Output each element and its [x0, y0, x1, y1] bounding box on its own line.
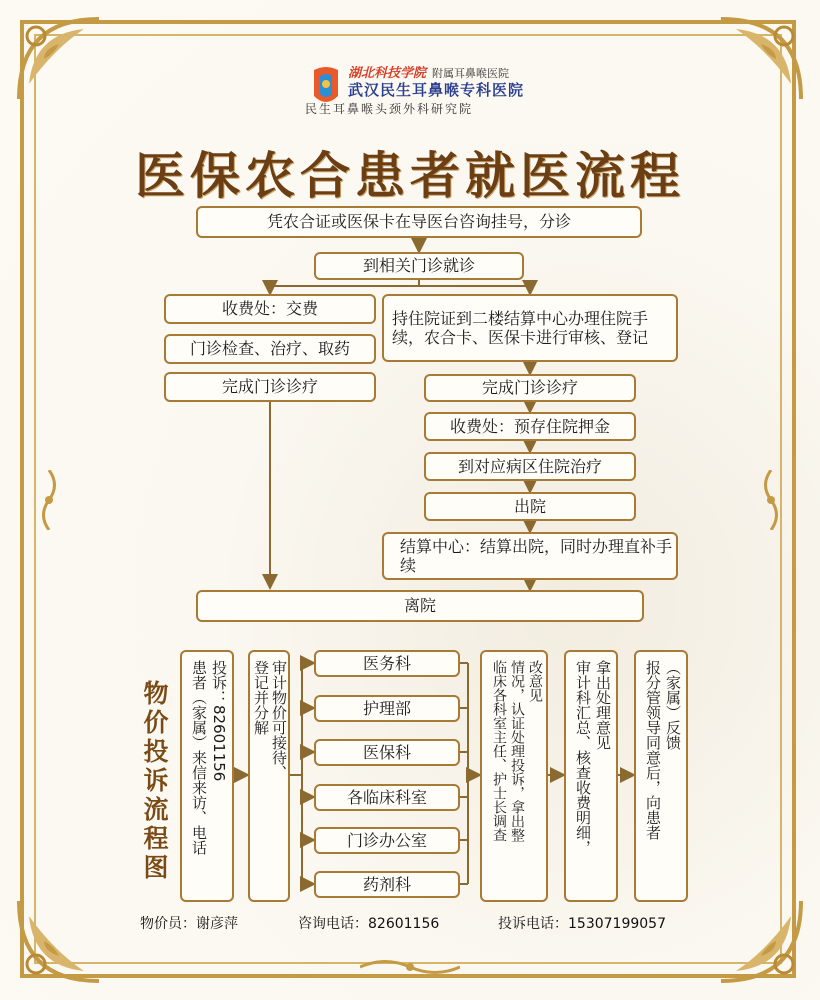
flow-step-pay-fees: 收费处：交费	[164, 294, 376, 324]
audit-summary-text-1: 拿出处理意见	[594, 660, 612, 750]
investigation-text-2: 情况，认证处理投诉，拿出整	[509, 660, 525, 842]
price-officer: 物价员：谢彦萍	[140, 916, 238, 932]
department-item: 医保科	[314, 739, 460, 766]
affiliate-text: 附属耳鼻喉医院	[432, 67, 510, 80]
audit-intake-text-1: 审计物价可接待、	[270, 660, 288, 780]
complaint-phone-text: 投诉：82601156	[210, 660, 228, 782]
investigation-box	[480, 650, 548, 902]
flow-step-leave: 离院	[196, 590, 644, 622]
flow-step-outpatient: 到相关门诊就诊	[314, 252, 524, 280]
flow-step-register: 凭农合证或医保卡在导医台咨询挂号，分诊	[196, 206, 642, 238]
department-item: 门诊办公室	[314, 827, 460, 854]
audit-intake-text-2: 登记并分解	[252, 660, 270, 735]
hospital-name: 武汉民生耳鼻喉专科医院	[348, 81, 525, 99]
feedback-box	[634, 650, 688, 902]
feedback-text-2: 报分管领导同意后，向患者	[644, 660, 662, 840]
department-item: 药剂科	[314, 871, 460, 898]
flow-step-outpatient-done: 完成门诊诊疗	[164, 372, 376, 402]
page-title: 医保农合患者就医流程	[135, 147, 685, 205]
feedback-text-1: （家属）反馈	[664, 660, 682, 750]
flow-step-ward: 到对应病区住院治疗	[424, 452, 636, 481]
audit-intake-box	[248, 650, 290, 902]
flow-step-admission: 持住院证到二楼结算中心办理住院手续，农合卡、医保卡进行审核、登记	[382, 294, 678, 362]
investigation-text-1: 改意见	[527, 660, 543, 702]
consult-phone: 咨询电话：82601156	[298, 916, 440, 932]
flow-step-discharge: 出院	[424, 492, 636, 521]
flow-step-exam-treatment: 门诊检查、治疗、取药	[164, 334, 376, 364]
complaint-phone: 投诉电话：15307199057	[498, 916, 666, 932]
investigation-text-3: 临床各科室主任、护士长调查	[491, 660, 507, 842]
audit-summary-box	[564, 650, 618, 902]
complaint-channel-text: 患者（家属）来信来访、电话	[190, 660, 208, 855]
department-item: 各临床科室	[314, 784, 460, 811]
department-item: 医务科	[314, 650, 460, 677]
complaint-flow-label: 物价投诉流程图	[140, 680, 169, 883]
audit-summary-text-2: 审计科汇总、核查收费明细，	[574, 660, 592, 855]
university-name: 湖北科技学院	[348, 66, 427, 81]
institute-name: 民生耳鼻喉头颈外科研究院	[305, 102, 474, 116]
flow-step-outpatient-done-right: 完成门诊诊疗	[424, 374, 636, 402]
flow-step-settlement: 结算中心：结算出院，同时办理直补手续	[382, 532, 678, 580]
complaint-channel-box	[180, 650, 234, 902]
department-item: 护理部	[314, 695, 460, 722]
flow-step-deposit: 收费处：预存住院押金	[424, 412, 636, 441]
